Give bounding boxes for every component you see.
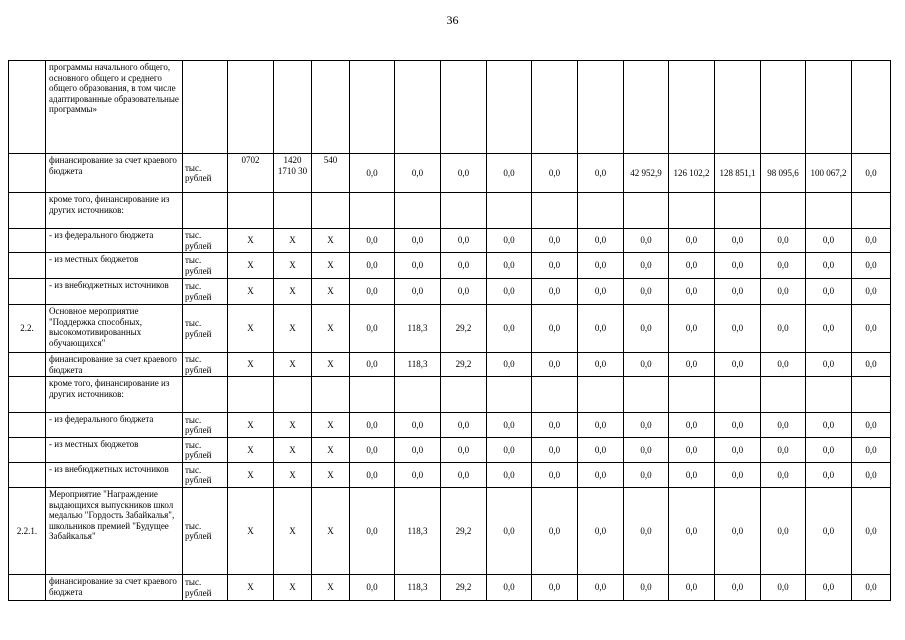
year-value-cell: 118,3 [395, 488, 441, 575]
year-value-cell: 0,0 [806, 279, 852, 305]
year-value-cell: 0,0 [852, 229, 891, 253]
table-row [9, 229, 891, 253]
year-value-cell: 0,0 [532, 305, 578, 353]
unit-cell: тыс. рублей [183, 575, 228, 601]
year-value-cell [532, 61, 578, 154]
year-value-cell: 0,0 [350, 575, 395, 601]
year-value-cell: 0,0 [487, 488, 532, 575]
year-value-cell: 29,2 [441, 353, 487, 377]
section-code-cell: X [228, 253, 274, 279]
unit-cell: тыс. рублей [183, 229, 228, 253]
year-value-cell: 0,0 [487, 253, 532, 279]
section-code-cell: X [228, 463, 274, 488]
year-value-cell: 0,0 [441, 253, 487, 279]
year-value-cell [350, 377, 395, 413]
year-value-cell: 0,0 [761, 438, 806, 463]
year-value-cell [624, 377, 669, 413]
year-value-cell: 0,0 [624, 253, 669, 279]
year-value-cell: 0,0 [532, 413, 578, 438]
year-value-cell: 0,0 [624, 463, 669, 488]
expense-type-cell: X [312, 575, 350, 601]
expense-type-cell: X [312, 353, 350, 377]
unit-cell [183, 193, 228, 229]
year-value-cell: 0,0 [350, 154, 395, 193]
year-value-cell: 0,0 [806, 353, 852, 377]
expense-type-cell: X [312, 279, 350, 305]
target-code-cell [274, 61, 312, 154]
year-value-cell: 0,0 [395, 463, 441, 488]
year-value-cell: 0,0 [350, 413, 395, 438]
year-value-cell: 0,0 [669, 305, 715, 353]
year-value-cell: 0,0 [715, 353, 761, 377]
row-number-cell [9, 193, 46, 229]
year-value-cell: 0,0 [350, 463, 395, 488]
year-value-cell: 0,0 [441, 154, 487, 193]
year-value-cell: 0,0 [669, 413, 715, 438]
year-value-cell: 0,0 [715, 575, 761, 601]
year-value-cell: 0,0 [578, 353, 624, 377]
year-value-cell: 0,0 [532, 229, 578, 253]
section-code-cell: X [228, 488, 274, 575]
year-value-cell: 0,0 [350, 353, 395, 377]
year-value-cell: 0,0 [350, 488, 395, 575]
expense-type-cell: 540 [312, 154, 350, 193]
year-value-cell [852, 193, 891, 229]
description-cell: - из внебюджетных источников [46, 279, 183, 305]
description-cell: финансирование за счет краевого бюджета [46, 575, 183, 601]
section-code-cell [228, 61, 274, 154]
section-code-cell: X [228, 413, 274, 438]
year-value-cell: 0,0 [624, 575, 669, 601]
description-cell: - из внебюджетных источников [46, 463, 183, 488]
year-value-cell: 0,0 [761, 305, 806, 353]
table-row [9, 61, 891, 154]
year-value-cell: 0,0 [806, 488, 852, 575]
expense-type-cell: X [312, 305, 350, 353]
unit-cell: тыс. рублей [183, 438, 228, 463]
year-value-cell: 0,0 [624, 413, 669, 438]
year-value-cell: 0,0 [669, 463, 715, 488]
year-value-cell: 0,0 [624, 305, 669, 353]
year-value-cell: 0,0 [441, 463, 487, 488]
unit-cell [183, 61, 228, 154]
year-value-cell: 0,0 [441, 279, 487, 305]
year-value-cell: 0,0 [532, 438, 578, 463]
expense-type-cell: X [312, 253, 350, 279]
year-value-cell: 0,0 [715, 463, 761, 488]
year-value-cell: 0,0 [669, 279, 715, 305]
unit-cell: тыс. рублей [183, 279, 228, 305]
target-code-cell [274, 193, 312, 229]
budget-table [8, 60, 891, 601]
year-value-cell: 0,0 [350, 229, 395, 253]
year-value-cell [441, 61, 487, 154]
year-value-cell: 0,0 [806, 463, 852, 488]
year-value-cell: 0,0 [350, 305, 395, 353]
year-value-cell: 0,0 [806, 438, 852, 463]
description-cell: финансирование за счет краевого бюджета [46, 353, 183, 377]
target-code-cell: X [274, 438, 312, 463]
table-row [9, 575, 891, 601]
row-number-cell [9, 253, 46, 279]
target-code-cell: X [274, 279, 312, 305]
description-cell: программы начального общего, основного общего и среднего общего образования, в том числе адаптированные образовательные программы» [46, 61, 183, 154]
year-value-cell: 0,0 [852, 463, 891, 488]
section-code-cell: X [228, 438, 274, 463]
year-value-cell: 0,0 [487, 463, 532, 488]
table-row [9, 279, 891, 305]
target-code-cell: X [274, 353, 312, 377]
year-value-cell: 0,0 [669, 353, 715, 377]
year-value-cell: 0,0 [395, 253, 441, 279]
year-value-cell [852, 377, 891, 413]
row-number-cell [9, 463, 46, 488]
section-code-cell [228, 193, 274, 229]
row-number-cell: 2.2.1. [9, 488, 46, 575]
year-value-cell [487, 377, 532, 413]
year-value-cell: 0,0 [715, 229, 761, 253]
year-value-cell: 0,0 [532, 575, 578, 601]
year-value-cell [395, 61, 441, 154]
table-row [9, 377, 891, 413]
target-code-cell: X [274, 305, 312, 353]
target-code-cell: X [274, 488, 312, 575]
year-value-cell [578, 377, 624, 413]
row-number-cell [9, 575, 46, 601]
year-value-cell: 0,0 [532, 353, 578, 377]
table-row [9, 488, 891, 575]
table-row [9, 253, 891, 279]
year-value-cell: 118,3 [395, 305, 441, 353]
row-number-cell: 2.2. [9, 305, 46, 353]
section-code-cell: X [228, 279, 274, 305]
table-row [9, 193, 891, 229]
year-value-cell [761, 61, 806, 154]
year-value-cell: 0,0 [350, 253, 395, 279]
year-value-cell [761, 193, 806, 229]
section-code-cell: 0702 [228, 154, 274, 193]
year-value-cell: 0,0 [578, 413, 624, 438]
unit-cell: тыс. рублей [183, 488, 228, 575]
row-number-cell [9, 377, 46, 413]
year-value-cell [624, 193, 669, 229]
section-code-cell: X [228, 575, 274, 601]
unit-cell: тыс. рублей [183, 305, 228, 353]
year-value-cell: 0,0 [852, 253, 891, 279]
year-value-cell: 0,0 [441, 229, 487, 253]
year-value-cell: 0,0 [852, 154, 891, 193]
year-value-cell: 0,0 [532, 463, 578, 488]
year-value-cell: 0,0 [487, 575, 532, 601]
year-value-cell: 0,0 [852, 305, 891, 353]
year-value-cell: 0,0 [852, 438, 891, 463]
year-value-cell: 0,0 [532, 488, 578, 575]
year-value-cell: 0,0 [578, 279, 624, 305]
year-value-cell: 0,0 [624, 438, 669, 463]
table-row [9, 353, 891, 377]
year-value-cell [441, 377, 487, 413]
unit-cell: тыс. рублей [183, 353, 228, 377]
year-value-cell: 0,0 [350, 438, 395, 463]
row-number-cell [9, 154, 46, 193]
section-code-cell: X [228, 353, 274, 377]
year-value-cell [487, 61, 532, 154]
unit-cell: тыс. рублей [183, 463, 228, 488]
year-value-cell: 0,0 [761, 353, 806, 377]
year-value-cell: 0,0 [624, 488, 669, 575]
unit-cell: тыс. рублей [183, 413, 228, 438]
year-value-cell: 0,0 [806, 229, 852, 253]
year-value-cell: 0,0 [715, 253, 761, 279]
year-value-cell [487, 193, 532, 229]
expense-type-cell: X [312, 488, 350, 575]
year-value-cell: 0,0 [624, 229, 669, 253]
year-value-cell: 0,0 [487, 279, 532, 305]
year-value-cell: 0,0 [578, 575, 624, 601]
year-value-cell: 0,0 [806, 253, 852, 279]
target-code-cell: X [274, 229, 312, 253]
row-number-cell [9, 353, 46, 377]
unit-cell: тыс. рублей [183, 253, 228, 279]
target-code-cell: X [274, 575, 312, 601]
year-value-cell: 0,0 [715, 413, 761, 438]
year-value-cell: 0,0 [578, 229, 624, 253]
description-cell: - из федерального бюджета [46, 229, 183, 253]
year-value-cell: 0,0 [761, 253, 806, 279]
year-value-cell: 29,2 [441, 575, 487, 601]
year-value-cell: 0,0 [395, 154, 441, 193]
year-value-cell: 0,0 [532, 253, 578, 279]
unit-cell [183, 377, 228, 413]
year-value-cell: 0,0 [578, 253, 624, 279]
year-value-cell: 0,0 [669, 575, 715, 601]
year-value-cell: 42 952,9 [624, 154, 669, 193]
year-value-cell: 118,3 [395, 575, 441, 601]
year-value-cell: 0,0 [532, 279, 578, 305]
year-value-cell: 0,0 [395, 279, 441, 305]
year-value-cell: 0,0 [761, 575, 806, 601]
year-value-cell: 0,0 [852, 575, 891, 601]
year-value-cell: 0,0 [624, 353, 669, 377]
table-row [9, 154, 891, 193]
year-value-cell [532, 193, 578, 229]
year-value-cell [350, 61, 395, 154]
target-code-cell: X [274, 413, 312, 438]
year-value-cell: 0,0 [669, 438, 715, 463]
target-code-cell: X [274, 253, 312, 279]
year-value-cell: 0,0 [761, 229, 806, 253]
year-value-cell [395, 193, 441, 229]
row-number-cell [9, 229, 46, 253]
year-value-cell: 100 067,2 [806, 154, 852, 193]
year-value-cell: 0,0 [669, 488, 715, 575]
year-value-cell: 0,0 [715, 279, 761, 305]
expense-type-cell [312, 193, 350, 229]
description-cell: кроме того, финансирование из других источников: [46, 193, 183, 229]
year-value-cell: 0,0 [669, 229, 715, 253]
year-value-cell: 0,0 [578, 488, 624, 575]
unit-cell: тыс. рублей [183, 154, 228, 193]
year-value-cell [806, 377, 852, 413]
year-value-cell: 0,0 [761, 488, 806, 575]
year-value-cell [578, 193, 624, 229]
year-value-cell: 0,0 [761, 279, 806, 305]
year-value-cell: 0,0 [852, 279, 891, 305]
year-value-cell [669, 193, 715, 229]
expense-type-cell [312, 377, 350, 413]
year-value-cell [806, 193, 852, 229]
target-code-cell [274, 377, 312, 413]
year-value-cell: 0,0 [487, 438, 532, 463]
target-code-cell: 1420 1710 30 [274, 154, 312, 193]
description-cell: - из местных бюджетов [46, 253, 183, 279]
year-value-cell: 0,0 [487, 353, 532, 377]
target-code-cell: X [274, 463, 312, 488]
year-value-cell [669, 61, 715, 154]
year-value-cell: 0,0 [441, 413, 487, 438]
year-value-cell: 0,0 [395, 438, 441, 463]
year-value-cell [761, 377, 806, 413]
year-value-cell: 0,0 [715, 438, 761, 463]
year-value-cell: 98 095,6 [761, 154, 806, 193]
year-value-cell: 0,0 [395, 413, 441, 438]
year-value-cell: 0,0 [441, 438, 487, 463]
year-value-cell: 0,0 [350, 279, 395, 305]
page-number: 36 [446, 13, 459, 27]
row-number-cell [9, 438, 46, 463]
year-value-cell: 0,0 [852, 488, 891, 575]
table-row [9, 463, 891, 488]
description-cell: кроме того, финансирование из других источников: [46, 377, 183, 413]
section-code-cell [228, 377, 274, 413]
year-value-cell: 0,0 [487, 154, 532, 193]
table-row [9, 438, 891, 463]
year-value-cell: 0,0 [806, 575, 852, 601]
row-number-cell [9, 279, 46, 305]
year-value-cell: 0,0 [578, 463, 624, 488]
year-value-cell: 0,0 [532, 154, 578, 193]
year-value-cell: 128 851,1 [715, 154, 761, 193]
year-value-cell: 126 102,2 [669, 154, 715, 193]
year-value-cell [350, 193, 395, 229]
expense-type-cell: X [312, 229, 350, 253]
description-cell: финансирование за счет краевого бюджета [46, 154, 183, 193]
year-value-cell: 29,2 [441, 305, 487, 353]
table-row [9, 413, 891, 438]
table-row [9, 305, 891, 353]
year-value-cell [669, 377, 715, 413]
year-value-cell: 0,0 [487, 305, 532, 353]
description-cell: - из федерального бюджета [46, 413, 183, 438]
section-code-cell: X [228, 305, 274, 353]
year-value-cell: 118,3 [395, 353, 441, 377]
year-value-cell: 0,0 [487, 413, 532, 438]
year-value-cell: 0,0 [624, 279, 669, 305]
year-value-cell [806, 61, 852, 154]
year-value-cell: 0,0 [715, 488, 761, 575]
year-value-cell: 0,0 [487, 229, 532, 253]
year-value-cell: 0,0 [852, 353, 891, 377]
year-value-cell: 0,0 [715, 305, 761, 353]
year-value-cell [715, 61, 761, 154]
year-value-cell: 0,0 [761, 463, 806, 488]
expense-type-cell [312, 61, 350, 154]
description-cell: - из местных бюджетов [46, 438, 183, 463]
year-value-cell: 0,0 [578, 305, 624, 353]
year-value-cell: 0,0 [806, 413, 852, 438]
year-value-cell [532, 377, 578, 413]
expense-type-cell: X [312, 413, 350, 438]
year-value-cell: 0,0 [578, 154, 624, 193]
year-value-cell: 0,0 [806, 305, 852, 353]
expense-type-cell: X [312, 438, 350, 463]
year-value-cell: 29,2 [441, 488, 487, 575]
year-value-cell: 0,0 [395, 229, 441, 253]
year-value-cell: 0,0 [852, 413, 891, 438]
description-cell: Основное мероприятие "Поддержка способных, высокомотивированных обучающихся" [46, 305, 183, 353]
expense-type-cell: X [312, 463, 350, 488]
year-value-cell [578, 61, 624, 154]
year-value-cell: 0,0 [669, 253, 715, 279]
year-value-cell [441, 193, 487, 229]
year-value-cell [852, 61, 891, 154]
year-value-cell: 0,0 [761, 413, 806, 438]
year-value-cell [715, 193, 761, 229]
row-number-cell [9, 413, 46, 438]
section-code-cell: X [228, 229, 274, 253]
description-cell: Мероприятие "Награждение выдающихся выпускников школ медалью "Гордость Забайкалья", школьников премией "Будущее Забайкалья" [46, 488, 183, 575]
row-number-cell [9, 61, 46, 154]
year-value-cell [395, 377, 441, 413]
year-value-cell [624, 61, 669, 154]
year-value-cell: 0,0 [578, 438, 624, 463]
year-value-cell [715, 377, 761, 413]
